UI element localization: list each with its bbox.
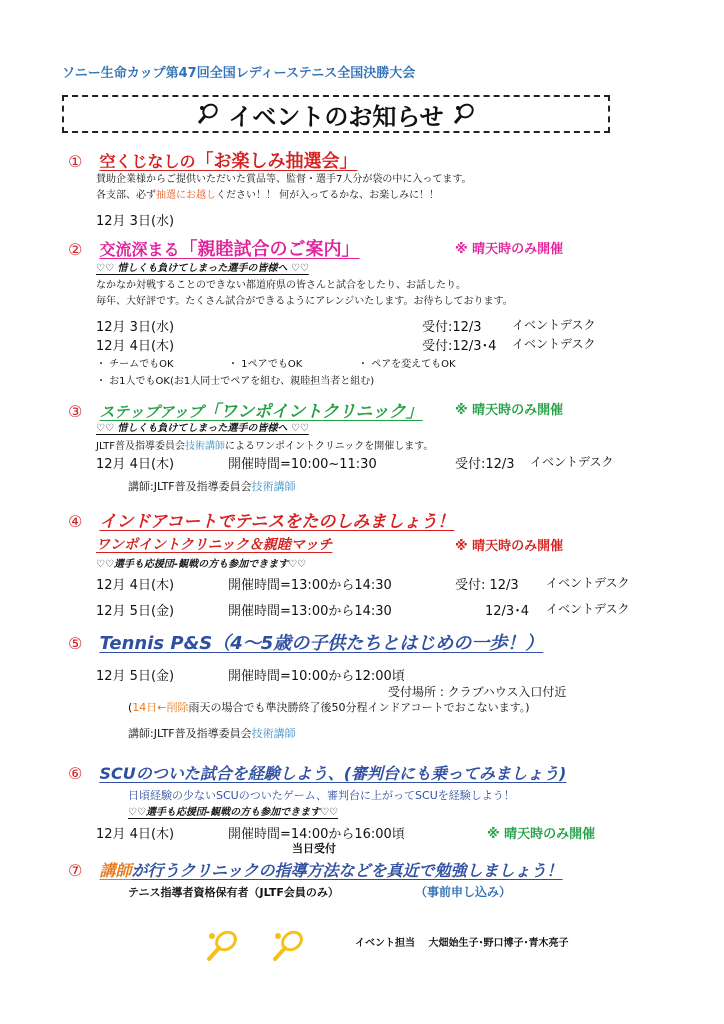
tennis-racket-icon	[452, 102, 476, 126]
section-3-desk: イベントデスク	[530, 455, 614, 469]
section-3-line-1: JLTF普及指導委員会技術講師によるワンポイントクリニックを開催します。	[96, 441, 434, 452]
section-number: ⑦	[68, 861, 83, 880]
heading-prefix: ステップアップ	[99, 403, 204, 421]
banner-title: イベントのお知らせ	[228, 102, 444, 131]
section-2-line-2: 毎年、大好評です。たくさん試合ができるようにアレンジいたします。お待ちしております。	[96, 296, 513, 307]
heading-main: SCUのついた試合を経験しよう、(審判台にも乗ってみましょう)	[99, 764, 567, 783]
section-2-desk-1: イベントデスク	[512, 318, 596, 332]
weather-note: ※ 晴天時のみ開催	[455, 539, 564, 554]
section-number: ③	[68, 402, 83, 421]
section-number: ②	[68, 240, 83, 259]
section-4-time-1: 開催時間=13:00から14:30	[228, 578, 392, 593]
section-3-reg: 受付:12/3	[455, 457, 515, 472]
section-7-note: （事前申し込み）	[415, 885, 512, 899]
weather-note: ※ 晴天時のみ開催	[487, 827, 596, 842]
section-1-line-2: 各支部、必ず抽選にお越しください！！ 何が入ってるかな、お楽しみに！！	[96, 190, 440, 201]
section-2-heading	[68, 235, 359, 261]
section-7-line-1: テニス指導者資格保有者（JLTF会員のみ）	[128, 886, 339, 899]
section-4-date-2: 12月 5日(金)	[96, 604, 175, 619]
heading-prefix: 講師	[99, 861, 132, 880]
bullet-item: ・ チームでもOK	[96, 359, 174, 370]
event-staff: イベント担当 大畑始生子･野口博子･青木亮子	[355, 938, 569, 949]
section-4-date-1: 12月 4日(木)	[96, 578, 175, 593]
bullet-item: ・ お1人でもOK(お1人同士でペアを組む、親睦担当者と組む)	[96, 376, 375, 387]
section-number: ⑥	[68, 764, 83, 783]
section-2-line-1: なかなか対戦することのできない都道府県の皆さんと試合をしたり、お話したり。	[96, 280, 466, 291]
section-6-reg: 当日受付	[292, 842, 336, 855]
section-2-reg-2: 受付:12/3･4	[422, 339, 497, 354]
weather-note: ※ 晴天時のみ開催	[455, 403, 564, 418]
event-banner	[62, 95, 610, 133]
heading-main: 「親睦試合のご案内」	[179, 239, 360, 260]
section-2-sub: ♡♡ 惜しくも負けてしまった選手の皆様へ ♡♡	[96, 263, 309, 274]
section-3-time: 開催時間=10:00~11:30	[228, 457, 377, 472]
heading-main: が行うクリニックの指導方法などを真近で勉強しましょう！	[131, 861, 563, 880]
section-3-sub: ♡♡ 惜しくも負けてしまった選手の皆様へ ♡♡	[96, 423, 309, 434]
tennis-racket-icon	[270, 928, 306, 962]
section-2-reg-1: 受付:12/3	[422, 320, 482, 335]
section-5-date: 12月 5日(金)	[96, 669, 175, 684]
section-2-desk-2: イベントデスク	[512, 337, 596, 351]
section-number: ④	[68, 512, 83, 531]
section-3-date: 12月 4日(木)	[96, 457, 175, 472]
section-3-lecturer: 講師:JLTF普及指導委員会技術講師	[128, 480, 296, 493]
section-4-desk-1: イベントデスク	[546, 576, 630, 590]
section-number: ①	[68, 152, 83, 171]
section-5-place: 受付場所 : クラブハウス入口付近	[388, 685, 567, 699]
section-4-heading	[68, 507, 454, 532]
section-4-desk-2: イベントデスク	[546, 602, 630, 616]
section-2-date-2: 12月 4日(木)	[96, 339, 175, 354]
section-6-heading	[68, 761, 566, 784]
section-7-heading	[68, 858, 563, 881]
heading-main: 「ワンポイントクリニック」	[203, 402, 423, 422]
section-2-date-1: 12月 3日(水)	[96, 320, 175, 335]
section-5-lecturer: 講師:JLTF普及指導委員会技術講師	[128, 727, 296, 740]
section-number: ⑤	[68, 634, 83, 653]
section-6-date: 12月 4日(木)	[96, 827, 175, 842]
section-5-time: 開催時間=10:00から12:00頃	[228, 669, 405, 684]
section-6-sub: ♡♡選手も応援団-観戦の方も参加できます♡♡	[128, 807, 339, 818]
bullet-item: ・ ペアを変えてもOK	[358, 359, 456, 370]
section-6-time: 開催時間=14:00から16:00頃	[228, 827, 405, 842]
section-5-heading	[68, 629, 543, 655]
section-4-reg-1: 受付: 12/3	[455, 578, 519, 593]
section-1-date: 12月 3日(水)	[96, 214, 175, 229]
event-series-title: ソニー生命カップ第47回全国レディーステニス全国決勝大会	[62, 66, 416, 81]
section-6-line-1: 日頃経験の少ないSCUのついたゲーム、審判台に上がってSCUを経験しよう！	[128, 789, 515, 802]
heading-main: 「お楽しみ抽選会」	[195, 151, 358, 172]
weather-note: ※ 晴天時のみ開催	[455, 242, 564, 257]
heading-main: インドアコートでテニスをたのしみましょう！	[99, 512, 455, 532]
heading-prefix: 交流深まる	[99, 240, 180, 259]
section-4-time-2: 開催時間=13:00から14:30	[228, 604, 392, 619]
tennis-racket-icon	[204, 928, 240, 962]
section-4-sub-heading: ワンポイントクリニック＆親睦マッチ	[96, 537, 333, 553]
section-4-reg-2: 12/3･4	[485, 604, 529, 619]
section-5-rain-note: (14日←削除雨天の場合でも準決勝終了後50分程インドアコートでおこないます。)	[128, 701, 530, 714]
tennis-racket-icon	[196, 102, 220, 126]
heading-main: Tennis P&S（4～5歳の子供たちとはじめの一歩！）	[99, 633, 544, 654]
section-1-line-1: 賛助企業様からご提供いただいた賞品等、監督・選手7人分が袋の中に入ってます。	[96, 174, 472, 185]
section-4-sub: ♡♡選手も応援団-観戦の方も参加できます♡♡	[96, 559, 307, 570]
heading-prefix: 空くじなしの	[99, 152, 196, 171]
bullet-item: ・ 1ペアでもOK	[228, 359, 303, 370]
